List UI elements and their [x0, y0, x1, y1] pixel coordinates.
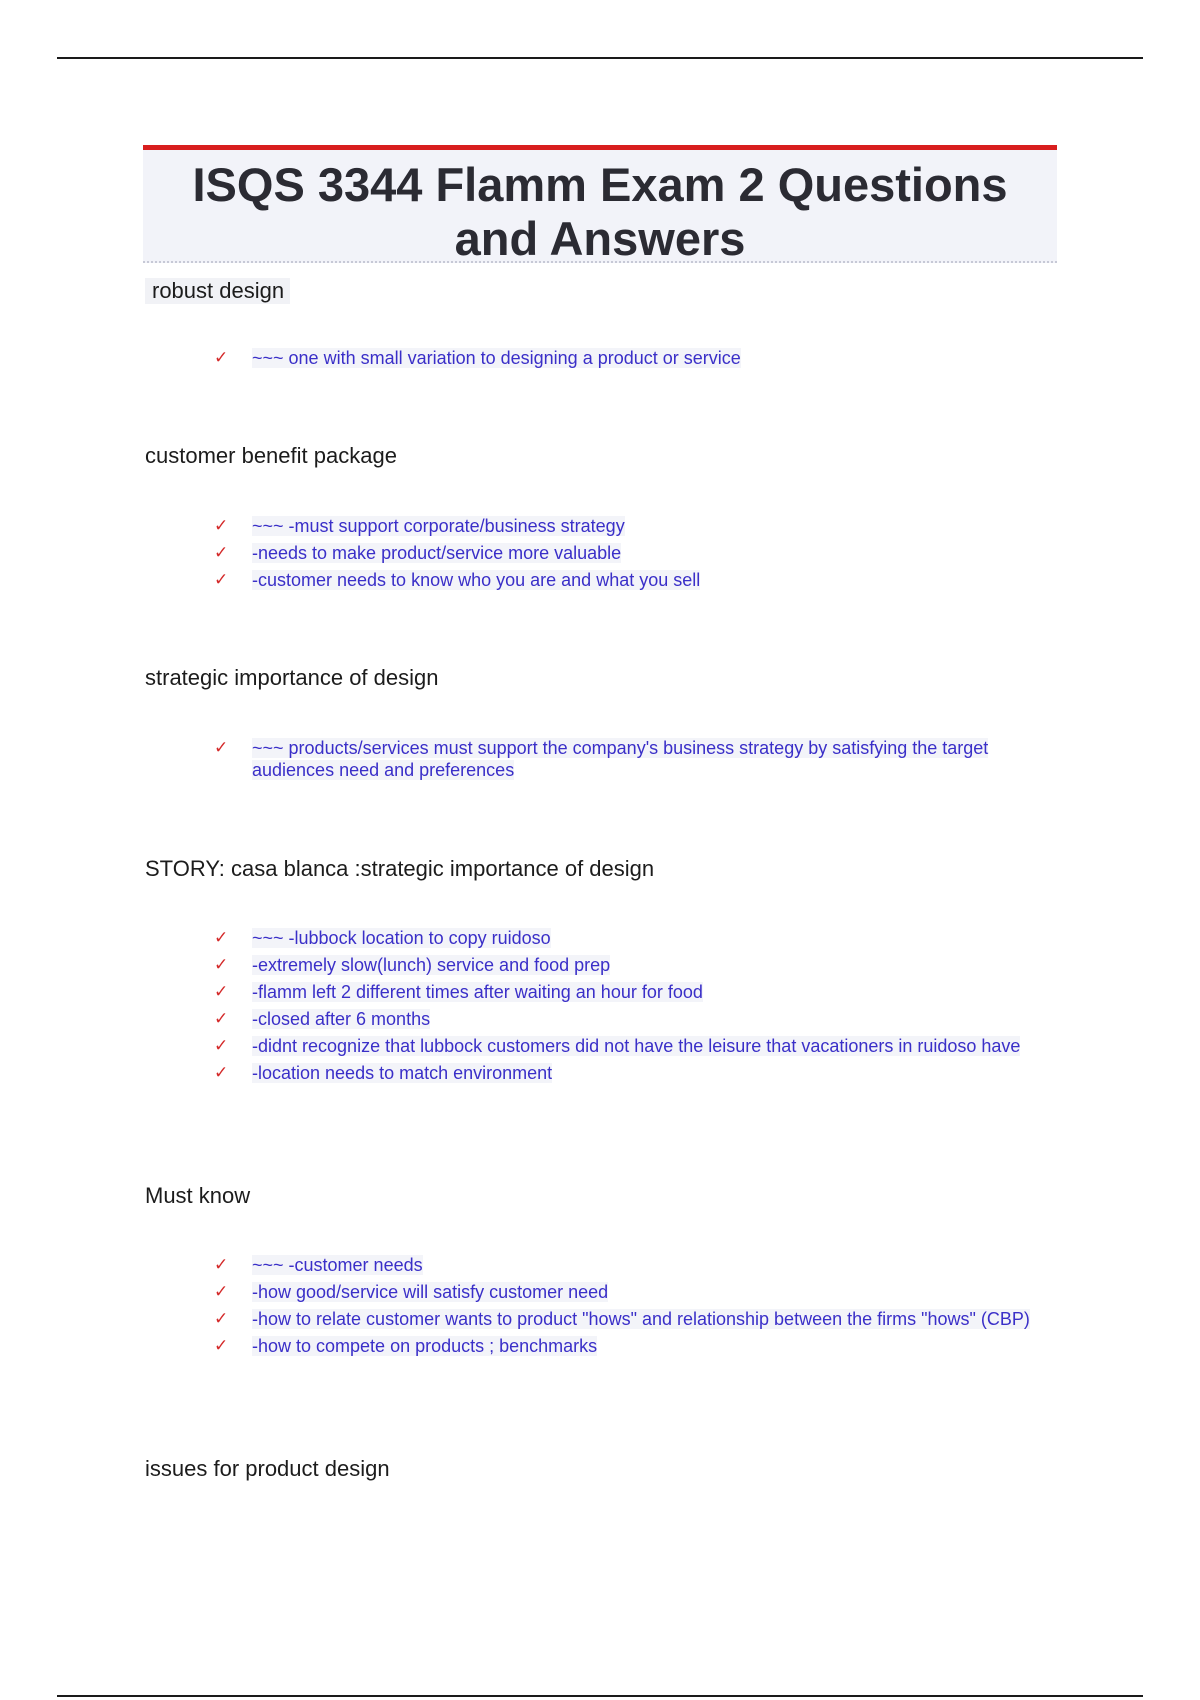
answer-item: [214, 347, 1044, 369]
answer-item: [214, 954, 1044, 976]
answer-text: -didnt recognize that lubbock customers did not have the leisure that vacationers in ruidoso have: [252, 1036, 1021, 1056]
bottom-rule: [57, 1695, 1143, 1697]
answer-text: -how to compete on products ; benchmarks: [252, 1336, 598, 1356]
checkmark-icon: ✓: [214, 1336, 229, 1355]
answer-text: ~~~ -customer needs: [252, 1255, 423, 1275]
answer-item: [214, 1008, 1044, 1030]
answer-item: [214, 1281, 1044, 1303]
answer-item: [214, 981, 1044, 1003]
question-robust-design: robust design: [145, 278, 290, 304]
question-issues-for-product-design: issues for product design: [145, 1456, 390, 1481]
answer-text: ~~~ one with small variation to designing a product or service: [252, 348, 741, 368]
answer-item: [214, 569, 1044, 591]
document-title: [143, 150, 1057, 266]
answer-item: [214, 1035, 1044, 1057]
question-casa-blanca-story: STORY: casa blanca :strategic importance of design: [145, 856, 655, 881]
checkmark-icon: ✓: [214, 1309, 229, 1328]
checkmark-icon: ✓: [214, 1036, 229, 1055]
checkmark-icon: ✓: [214, 955, 229, 974]
answer-list-strategic-importance: [214, 737, 1044, 786]
answer-text: ~~~ products/services must support the company's business strategy by satisfying the target audiences need and preferences: [252, 738, 989, 780]
answer-list-robust-design: [214, 347, 1044, 374]
answer-list-casa-blanca-story: [214, 927, 1044, 1089]
checkmark-icon: ✓: [214, 738, 229, 757]
answer-text: -how to relate customer wants to product "hows" and relationship between the firms "hows" (CBP): [252, 1309, 1030, 1329]
title-banner: [143, 145, 1057, 263]
answer-item: [214, 1335, 1044, 1357]
answer-text: -how good/service will satisfy customer need: [252, 1282, 609, 1302]
checkmark-icon: ✓: [214, 570, 229, 589]
checkmark-icon: ✓: [214, 982, 229, 1001]
question-strategic-importance: strategic importance of design: [145, 665, 439, 690]
answer-text: ~~~ -must support corporate/business strategy: [252, 516, 625, 536]
answer-text: -needs to make product/service more valuable: [252, 543, 622, 563]
answer-item: [214, 1254, 1044, 1276]
top-rule: [57, 57, 1143, 59]
answer-item: [214, 927, 1044, 949]
answer-text: -customer needs to know who you are and what you sell: [252, 570, 701, 590]
answer-list-must-know: [214, 1254, 1044, 1362]
answer-item: [214, 542, 1044, 564]
answer-text: -flamm left 2 different times after waiting an hour for food: [252, 982, 703, 1002]
answer-item: [214, 1062, 1044, 1084]
answer-text: -extremely slow(lunch) service and food prep: [252, 955, 611, 975]
title-line-1: ISQS 3344 Flamm Exam 2 Questions: [192, 158, 1008, 211]
title-line-2: and Answers: [454, 212, 746, 265]
question-customer-benefit-package: customer benefit package: [145, 443, 397, 468]
answer-text: -closed after 6 months: [252, 1009, 431, 1029]
checkmark-icon: ✓: [214, 1063, 229, 1082]
answer-text: ~~~ -lubbock location to copy ruidoso: [252, 928, 551, 948]
checkmark-icon: ✓: [214, 348, 229, 367]
checkmark-icon: ✓: [214, 516, 229, 535]
checkmark-icon: ✓: [214, 1255, 229, 1274]
answer-list-customer-benefit-package: [214, 515, 1044, 596]
answer-item: [214, 1308, 1044, 1330]
checkmark-icon: ✓: [214, 543, 229, 562]
checkmark-icon: ✓: [214, 928, 229, 947]
checkmark-icon: ✓: [214, 1009, 229, 1028]
answer-item: [214, 737, 1044, 781]
checkmark-icon: ✓: [214, 1282, 229, 1301]
answer-text: -location needs to match environment: [252, 1063, 553, 1083]
question-must-know: Must know: [145, 1183, 251, 1208]
answer-item: [214, 515, 1044, 537]
